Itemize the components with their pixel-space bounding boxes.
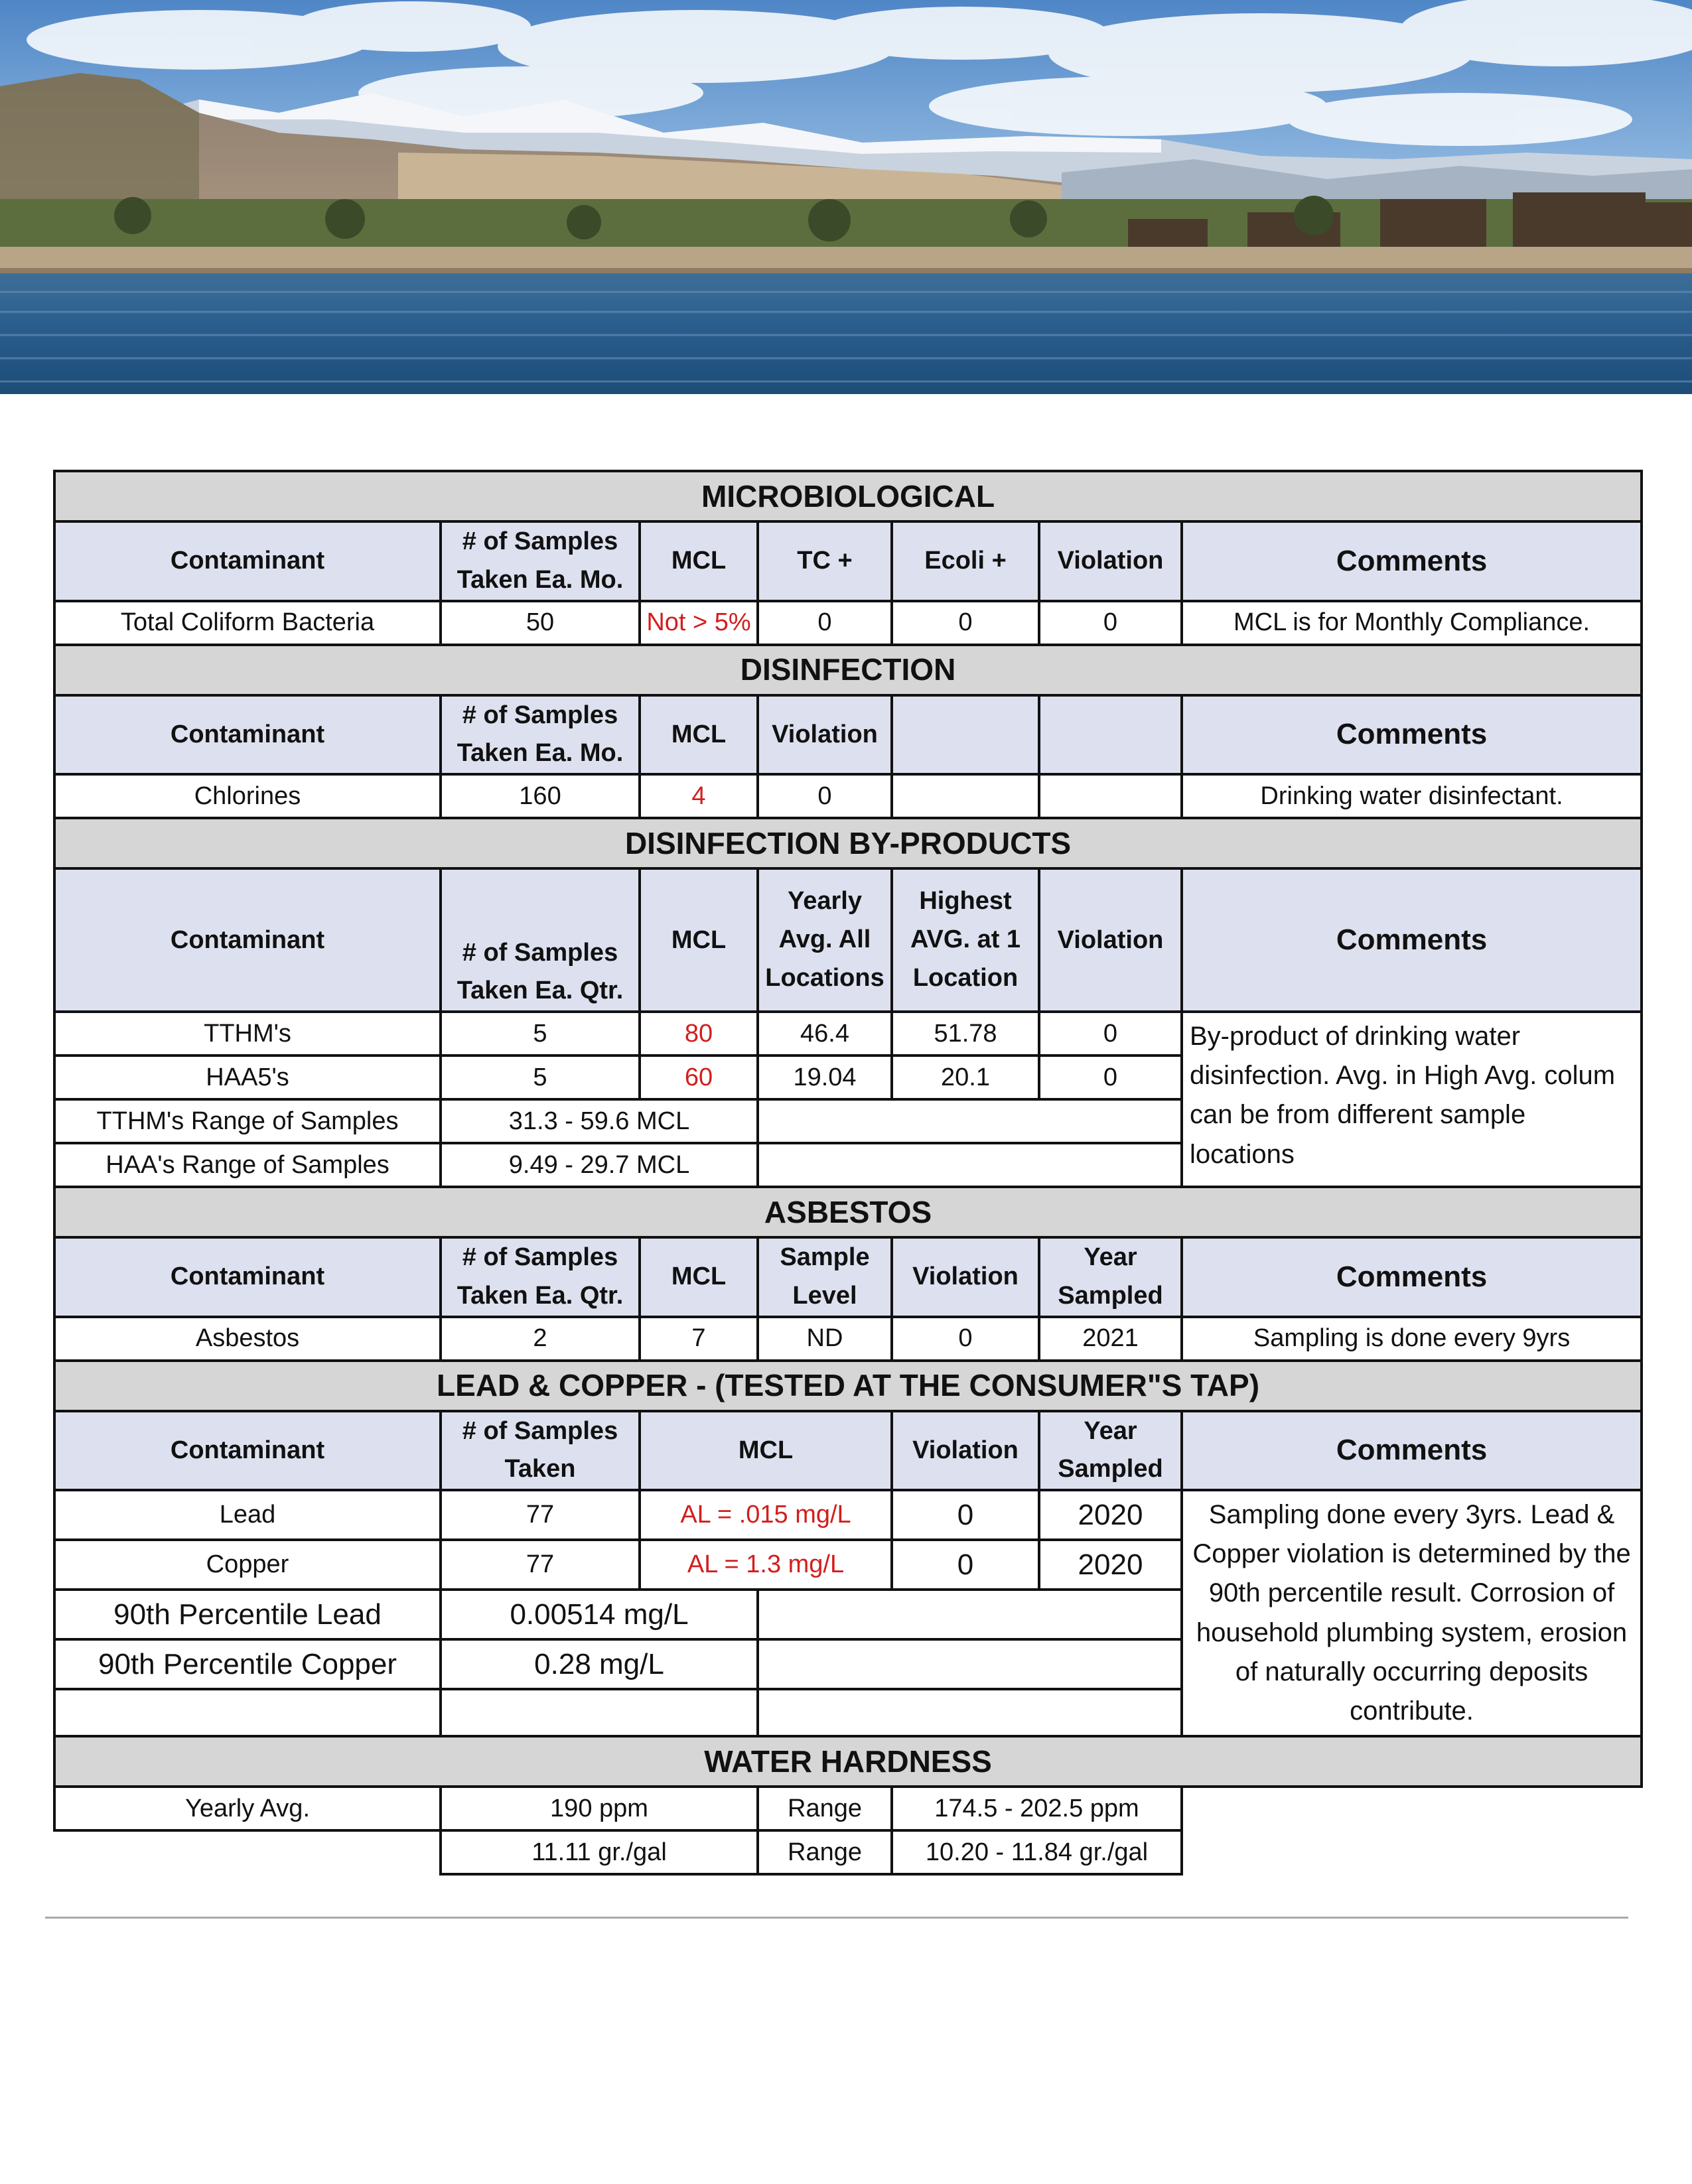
contaminant-name: TTHM's (54, 1012, 441, 1056)
water-quality-table (53, 470, 1643, 1876)
yearly-avg-value: 19.04 (758, 1056, 892, 1099)
violation-value: 0 (1039, 1056, 1182, 1099)
range-value: 10.20 - 11.84 gr./gal (892, 1830, 1182, 1874)
mcl-value: AL = 1.3 mg/L (640, 1540, 892, 1590)
footer-divider (45, 1917, 1628, 1919)
range-label: Range (758, 1787, 892, 1830)
empty-cell (441, 1689, 758, 1736)
yearly-avg-value: 46.4 (758, 1012, 892, 1056)
violation-value: 0 (1039, 1012, 1182, 1056)
header-mcl: MCL (640, 1411, 892, 1491)
byproducts-comment: By-product of drinking water disinfection. Avg. in High Avg. colum can be from different sample locations (1182, 1012, 1642, 1187)
blank-area (54, 1830, 441, 1874)
mcl-value: 4 (640, 774, 758, 818)
ecoli-value: 0 (892, 601, 1039, 645)
section-title-microbiological: MICROBIOLOGICAL (54, 471, 1642, 521)
empty-cell (1039, 774, 1182, 818)
range-value: 174.5 - 202.5 ppm (892, 1787, 1182, 1830)
blank-area (1182, 1830, 1642, 1874)
header-violation: Violation (892, 1237, 1039, 1317)
range-value: 31.3 - 59.6 MCL (441, 1099, 758, 1143)
range-label: HAA's Range of Samples (54, 1143, 441, 1187)
header-comments: Comments (1182, 1411, 1642, 1491)
empty-cell (758, 1099, 1182, 1143)
range-value: 9.49 - 29.7 MCL (441, 1143, 758, 1187)
percentile-label: 90th Percentile Copper (54, 1639, 441, 1689)
empty-cell (758, 1590, 1182, 1639)
year-sampled-value: 2021 (1039, 1317, 1182, 1361)
header-samples: # of Samples Taken Ea. Mo. (441, 521, 640, 601)
blank-area (1182, 1787, 1642, 1830)
comment-text: Sampling is done every 9yrs (1182, 1317, 1642, 1361)
percentile-value: 0.28 mg/L (441, 1639, 758, 1689)
header-violation: Violation (892, 1411, 1039, 1491)
header-highest-avg: Highest AVG. at 1 Location (892, 868, 1039, 1012)
tc-value: 0 (758, 601, 892, 645)
mcl-value: AL = .015 mg/L (640, 1490, 892, 1540)
header-year-sampled: Year Sampled (1039, 1237, 1182, 1317)
header-empty (892, 695, 1039, 775)
header-contaminant: Contaminant (54, 1411, 441, 1491)
header-year-sampled: Year Sampled (1039, 1411, 1182, 1491)
header-tc: TC + (758, 521, 892, 601)
mcl-value: Not > 5% (640, 601, 758, 645)
header-contaminant: Contaminant (54, 868, 441, 1012)
section-title-disinfection: DISINFECTION (54, 645, 1642, 695)
sample-level-value: ND (758, 1317, 892, 1361)
sample-count: 160 (441, 774, 640, 818)
year-sampled-value: 2020 (1039, 1490, 1182, 1540)
header-samples: # of Samples Taken Ea. Qtr. (441, 1237, 640, 1317)
sample-count: 77 (441, 1540, 640, 1590)
lead-copper-comment: Sampling done every 3yrs. Lead & Copper violation is determined by the 90th percentile result. Corrosion of household plumbing system, erosion of naturally occurring deposits contribute. (1182, 1490, 1642, 1736)
header-violation: Violation (758, 695, 892, 775)
mcl-value: 60 (640, 1056, 758, 1099)
header-mcl: MCL (640, 868, 758, 1012)
hardness-value: 11.11 gr./gal (441, 1830, 758, 1874)
section-title-water-hardness: WATER HARDNESS (54, 1736, 1642, 1787)
header-sample-level: Sample Level (758, 1237, 892, 1317)
header-comments: Comments (1182, 695, 1642, 775)
empty-cell (758, 1689, 1182, 1736)
header-contaminant: Contaminant (54, 1237, 441, 1317)
sample-count: 77 (441, 1490, 640, 1540)
hardness-value: 190 ppm (441, 1787, 758, 1830)
percentile-value: 0.00514 mg/L (441, 1590, 758, 1639)
header-comments: Comments (1182, 868, 1642, 1012)
header-contaminant: Contaminant (54, 695, 441, 775)
empty-cell (758, 1143, 1182, 1187)
header-mcl: MCL (640, 521, 758, 601)
range-label: TTHM's Range of Samples (54, 1099, 441, 1143)
sample-count: 5 (441, 1056, 640, 1099)
highest-avg-value: 51.78 (892, 1012, 1039, 1056)
highest-avg-value: 20.1 (892, 1056, 1039, 1099)
header-contaminant: Contaminant (54, 521, 441, 601)
empty-cell (892, 774, 1039, 818)
sample-count: 50 (441, 601, 640, 645)
comment-text: Drinking water disinfectant. (1182, 774, 1642, 818)
contaminant-name: Copper (54, 1540, 441, 1590)
header-mcl: MCL (640, 1237, 758, 1317)
empty-cell (758, 1639, 1182, 1689)
contaminant-name: Total Coliform Bacteria (54, 601, 441, 645)
sample-count: 2 (441, 1317, 640, 1361)
section-title-byproducts: DISINFECTION BY-PRODUCTS (54, 818, 1642, 868)
header-samples: # of Samples Taken Ea. Mo. (441, 695, 640, 775)
mcl-value: 7 (640, 1317, 758, 1361)
violation-value: 0 (758, 774, 892, 818)
empty-cell (54, 1689, 441, 1736)
header-samples: # of Samples Taken (441, 1411, 640, 1491)
violation-value: 0 (892, 1317, 1039, 1361)
section-title-lead-copper: LEAD & COPPER - (TESTED AT THE CONSUMER"S TAP) (54, 1361, 1642, 1411)
contaminant-name: Chlorines (54, 774, 441, 818)
year-sampled-value: 2020 (1039, 1540, 1182, 1590)
header-samples: # of Samples Taken Ea. Qtr. (441, 868, 640, 1012)
contaminant-name: Asbestos (54, 1317, 441, 1361)
header-empty (1039, 695, 1182, 775)
contaminant-name: HAA5's (54, 1056, 441, 1099)
sample-count: 5 (441, 1012, 640, 1056)
header-violation: Violation (1039, 868, 1182, 1012)
range-label: Range (758, 1830, 892, 1874)
mcl-value: 80 (640, 1012, 758, 1056)
banner-landscape-image (0, 0, 1692, 394)
comment-text: MCL is for Monthly Compliance. (1182, 601, 1642, 645)
hardness-label: Yearly Avg. (54, 1787, 441, 1830)
header-comments: Comments (1182, 1237, 1642, 1317)
header-mcl: MCL (640, 695, 758, 775)
header-comments: Comments (1182, 521, 1642, 601)
violation-value: 0 (1039, 601, 1182, 645)
violation-value: 0 (892, 1540, 1039, 1590)
header-violation: Violation (1039, 521, 1182, 601)
percentile-label: 90th Percentile Lead (54, 1590, 441, 1639)
header-ecoli: Ecoli + (892, 521, 1039, 601)
header-yearly-avg: Yearly Avg. All Locations (758, 868, 892, 1012)
contaminant-name: Lead (54, 1490, 441, 1540)
violation-value: 0 (892, 1490, 1039, 1540)
section-title-asbestos: ASBESTOS (54, 1187, 1642, 1237)
